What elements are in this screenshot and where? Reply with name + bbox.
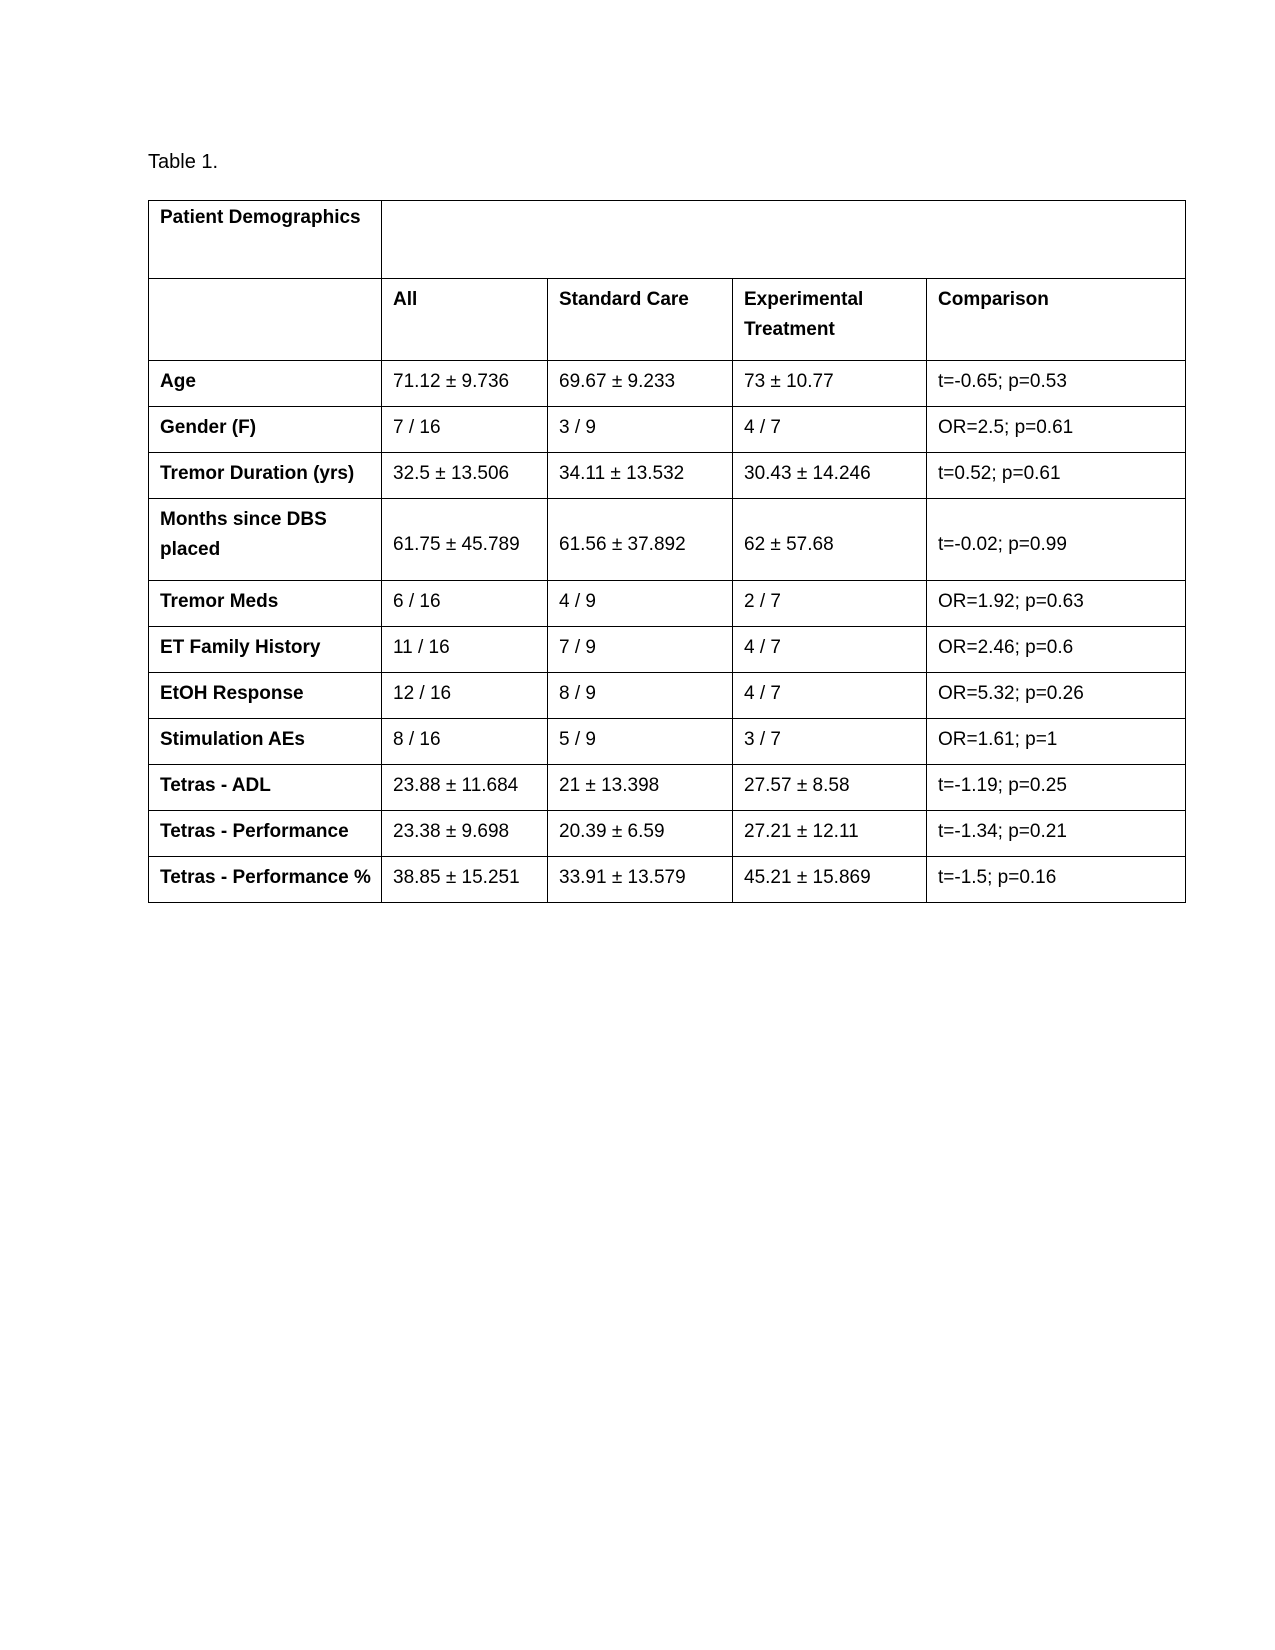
row-label: Tetras - Performance % bbox=[149, 857, 382, 903]
row-label: Months since DBS placed bbox=[149, 499, 382, 581]
cell-standard-care: 21 ± 13.398 bbox=[548, 765, 733, 811]
cell-standard-care: 7 / 9 bbox=[548, 627, 733, 673]
table-title-row bbox=[149, 201, 1186, 279]
cell-all: 23.88 ± 11.684 bbox=[382, 765, 548, 811]
cell-standard-care: 8 / 9 bbox=[548, 673, 733, 719]
table-caption: Table 1. bbox=[148, 151, 219, 173]
cell-all: 11 / 16 bbox=[382, 627, 548, 673]
patient-demographics-table bbox=[148, 200, 1186, 903]
cell-comparison: t=-1.34; p=0.21 bbox=[927, 811, 1186, 857]
cell-standard-care: 34.11 ± 13.532 bbox=[548, 453, 733, 499]
table-row bbox=[149, 673, 1186, 719]
cell-standard-care: 61.56 ± 37.892 bbox=[548, 499, 733, 581]
cell-all: 38.85 ± 15.251 bbox=[382, 857, 548, 903]
column-header-standard-care: Standard Care bbox=[548, 279, 733, 361]
table-row bbox=[149, 499, 1186, 581]
cell-comparison: t=-1.19; p=0.25 bbox=[927, 765, 1186, 811]
table-header-row bbox=[149, 279, 1186, 361]
cell-comparison: OR=1.61; p=1 bbox=[927, 719, 1186, 765]
row-label: Tetras - ADL bbox=[149, 765, 382, 811]
table-row bbox=[149, 765, 1186, 811]
cell-all: 12 / 16 bbox=[382, 673, 548, 719]
table-row bbox=[149, 811, 1186, 857]
cell-standard-care: 20.39 ± 6.59 bbox=[548, 811, 733, 857]
row-label: Tremor Meds bbox=[149, 581, 382, 627]
table-row bbox=[149, 627, 1186, 673]
cell-all: 7 / 16 bbox=[382, 407, 548, 453]
cell-comparison: OR=5.32; p=0.26 bbox=[927, 673, 1186, 719]
row-label: Stimulation AEs bbox=[149, 719, 382, 765]
cell-all: 8 / 16 bbox=[382, 719, 548, 765]
cell-comparison: t=-0.65; p=0.53 bbox=[927, 361, 1186, 407]
cell-experimental-treatment: 3 / 7 bbox=[733, 719, 927, 765]
row-label: EtOH Response bbox=[149, 673, 382, 719]
cell-experimental-treatment: 4 / 7 bbox=[733, 673, 927, 719]
cell-experimental-treatment: 4 / 7 bbox=[733, 407, 927, 453]
row-label: Tremor Duration (yrs) bbox=[149, 453, 382, 499]
table-title: Patient Demographics bbox=[149, 201, 382, 279]
cell-all: 61.75 ± 45.789 bbox=[382, 499, 548, 581]
row-label: Tetras - Performance bbox=[149, 811, 382, 857]
row-label: Age bbox=[149, 361, 382, 407]
cell-standard-care: 33.91 ± 13.579 bbox=[548, 857, 733, 903]
cell-experimental-treatment: 62 ± 57.68 bbox=[733, 499, 927, 581]
table-row bbox=[149, 857, 1186, 903]
cell-standard-care: 5 / 9 bbox=[548, 719, 733, 765]
cell-all: 6 / 16 bbox=[382, 581, 548, 627]
cell-standard-care: 69.67 ± 9.233 bbox=[548, 361, 733, 407]
table-title-blank-cell bbox=[382, 201, 1186, 279]
column-header-experimental-treatment: Experimental Treatment bbox=[733, 279, 927, 361]
row-label: ET Family History bbox=[149, 627, 382, 673]
cell-all: 23.38 ± 9.698 bbox=[382, 811, 548, 857]
cell-standard-care: 4 / 9 bbox=[548, 581, 733, 627]
table-row bbox=[149, 719, 1186, 765]
cell-comparison: t=-0.02; p=0.99 bbox=[927, 499, 1186, 581]
table-row bbox=[149, 407, 1186, 453]
cell-experimental-treatment: 30.43 ± 14.246 bbox=[733, 453, 927, 499]
cell-experimental-treatment: 27.57 ± 8.58 bbox=[733, 765, 927, 811]
cell-all: 71.12 ± 9.736 bbox=[382, 361, 548, 407]
cell-comparison: t=0.52; p=0.61 bbox=[927, 453, 1186, 499]
cell-experimental-treatment: 2 / 7 bbox=[733, 581, 927, 627]
cell-comparison: OR=2.5; p=0.61 bbox=[927, 407, 1186, 453]
header-blank-cell bbox=[149, 279, 382, 361]
cell-standard-care: 3 / 9 bbox=[548, 407, 733, 453]
cell-experimental-treatment: 4 / 7 bbox=[733, 627, 927, 673]
table-row bbox=[149, 361, 1186, 407]
cell-all: 32.5 ± 13.506 bbox=[382, 453, 548, 499]
cell-comparison: t=-1.5; p=0.16 bbox=[927, 857, 1186, 903]
table-row bbox=[149, 453, 1186, 499]
cell-comparison: OR=2.46; p=0.6 bbox=[927, 627, 1186, 673]
row-label: Gender (F) bbox=[149, 407, 382, 453]
cell-experimental-treatment: 27.21 ± 12.11 bbox=[733, 811, 927, 857]
cell-experimental-treatment: 45.21 ± 15.869 bbox=[733, 857, 927, 903]
cell-comparison: OR=1.92; p=0.63 bbox=[927, 581, 1186, 627]
column-header-comparison: Comparison bbox=[927, 279, 1186, 361]
column-header-all: All bbox=[382, 279, 548, 361]
table-row bbox=[149, 581, 1186, 627]
cell-experimental-treatment: 73 ± 10.77 bbox=[733, 361, 927, 407]
